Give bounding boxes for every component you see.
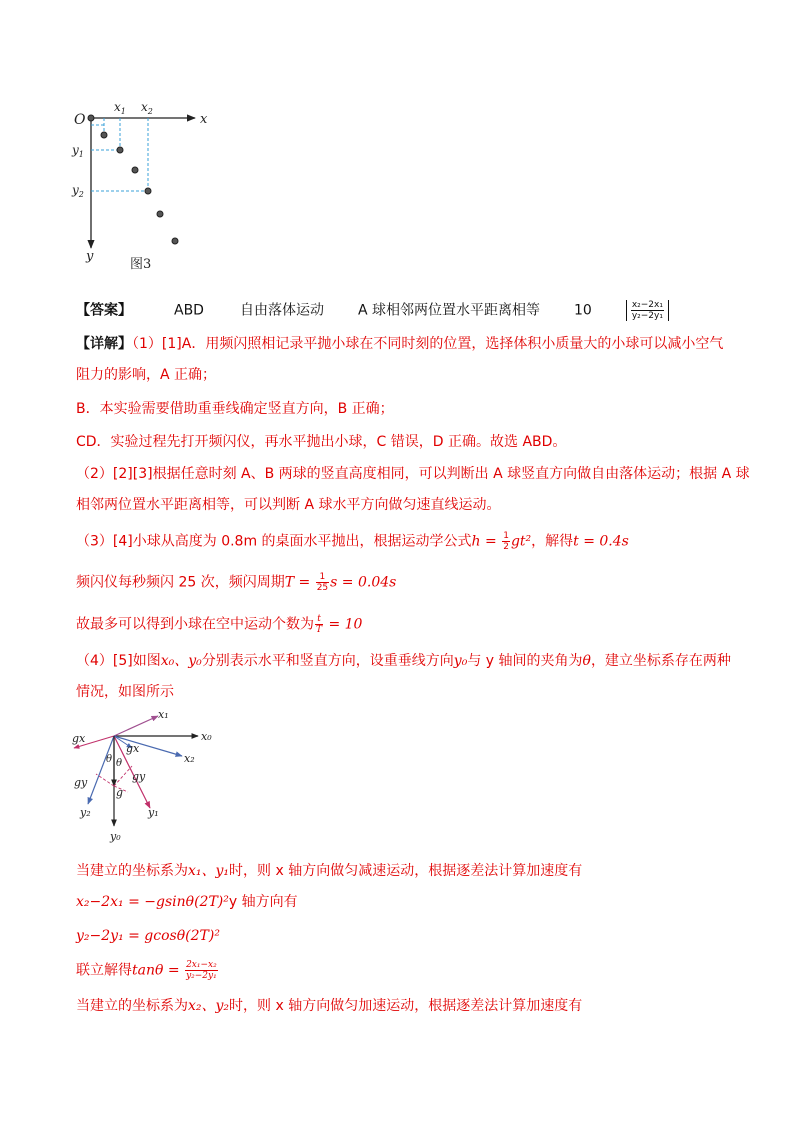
detail-p2: B．本实验需要借助重垂线确定竖直方向，B 正确； <box>76 401 394 417</box>
detail-p4a: （2）[2][3]根据任意时刻 A、B 两球的竖直高度相同，可以判断出 A 球竖直方向做自由落体运动；根据 A 球 <box>76 466 750 482</box>
detail-p8a: （4）[5]如图x₀、y₀分别表示水平和竖直方向，设重垂线方向y₀与 y 轴间的夹角为θ，建立坐标系存在两种 <box>76 653 731 669</box>
label-gy-left: gy <box>74 776 88 789</box>
y1-label: $y_1$ <box>72 143 84 159</box>
detail-p8b: 情况，如图所示 <box>76 684 174 700</box>
detail-p7: 故最多可以得到小球在空中运动个数为 $\frac{t}{T}$ = 10 <box>76 614 363 635</box>
detail-p6: 频闪仪每秒频闪 25 次，频闪周期T = $\frac{1}{25}$ s = 0.04s <box>76 572 397 593</box>
label-y1: y₁ <box>148 806 159 819</box>
guide-lines <box>91 118 148 191</box>
label-gx-left: gx <box>72 732 86 745</box>
x-axis-label: x <box>200 112 208 127</box>
answer-4: 10 <box>574 302 592 319</box>
detail-p12: 联立解得tanθ = $\frac{\text{2x₁−x₂}}{\text{y₂−2y₁}}$ <box>76 960 217 981</box>
detail-p13: 当建立的坐标系为x₂、y₂时，则 x 轴方向做匀加速运动，根据逐差法计算加速度有 <box>76 998 583 1014</box>
detail-p9: 当建立的坐标系为x₁、y₁时，则 x 轴方向做匀减速运动，根据逐差法计算加速度有 <box>76 863 583 879</box>
answer-line <box>76 300 669 321</box>
detail-p1a: 【详解】（1）[1]A．用频闪照相记录平抛小球在不同时刻的位置，选择体积小质量大的小球可以减小空气 <box>76 336 724 352</box>
detail-p5: （3）[4]小球从高度为 0.8m 的桌面水平抛出，根据运动学公式h = $\frac{1}{2}$ gt²，解得t = 0.4s <box>76 531 629 552</box>
label-y0: y₀ <box>110 830 121 843</box>
label-theta-2: θ <box>116 758 123 769</box>
x1-label: $x_1$ <box>114 100 126 116</box>
detail-p1b: 阻力的影响，A 正确； <box>76 367 217 383</box>
ball-positions <box>88 115 178 244</box>
y2-label: $y_2$ <box>72 183 84 199</box>
detail-tag: 【详解】 <box>76 336 132 352</box>
label-g: g <box>116 786 124 799</box>
label-gx-right: gx <box>126 742 140 755</box>
label-x2: x₂ <box>184 752 195 765</box>
x2-axis <box>114 736 182 756</box>
label-x1: x₁ <box>158 708 169 721</box>
label-gy-right: gy <box>132 770 146 783</box>
x2-label: $x_2$ <box>141 100 153 116</box>
x1-axis <box>114 716 158 736</box>
origin-label: O <box>74 112 86 128</box>
detail-p4b: 相邻两位置水平距离相等，可以判断 A 球水平方向做匀速直线运动。 <box>76 497 501 513</box>
ball <box>172 238 178 244</box>
y2-axis <box>88 736 114 804</box>
ball <box>132 167 138 173</box>
label-x0: x₀ <box>201 730 212 743</box>
ball <box>101 132 107 138</box>
answer-2: 自由落体运动 <box>239 302 324 319</box>
figure-4 <box>70 704 240 844</box>
answer-1: ABD <box>174 302 204 319</box>
figure-3 <box>70 96 230 276</box>
ball <box>157 211 163 217</box>
ball <box>145 188 151 194</box>
detail-p11: y₂−2y₁ = gcosθ(2T)² <box>76 928 220 944</box>
detail-p3: CD．实验过程先打开频闪仪，再水平抛出小球，C 错误，D 正确。故选 ABD。 <box>76 434 567 450</box>
detail-p10: x₂−2x₁ = −gsinθ(2T)²y 轴方向有 <box>76 894 298 910</box>
ball <box>88 115 94 121</box>
label-y2: y₂ <box>80 806 91 819</box>
answer-5: $\frac{\text{x₂−2x₁}}{\text{y₂−2y₁}}$ <box>626 300 669 321</box>
ball <box>117 147 123 153</box>
figure-caption: 图3 <box>130 257 152 272</box>
answer-tag: 【答案】 <box>76 302 132 319</box>
answer-3: A 球相邻两位置水平距离相等 <box>357 302 540 319</box>
label-theta-1: θ <box>106 754 113 765</box>
y-axis-label: y <box>86 249 94 264</box>
